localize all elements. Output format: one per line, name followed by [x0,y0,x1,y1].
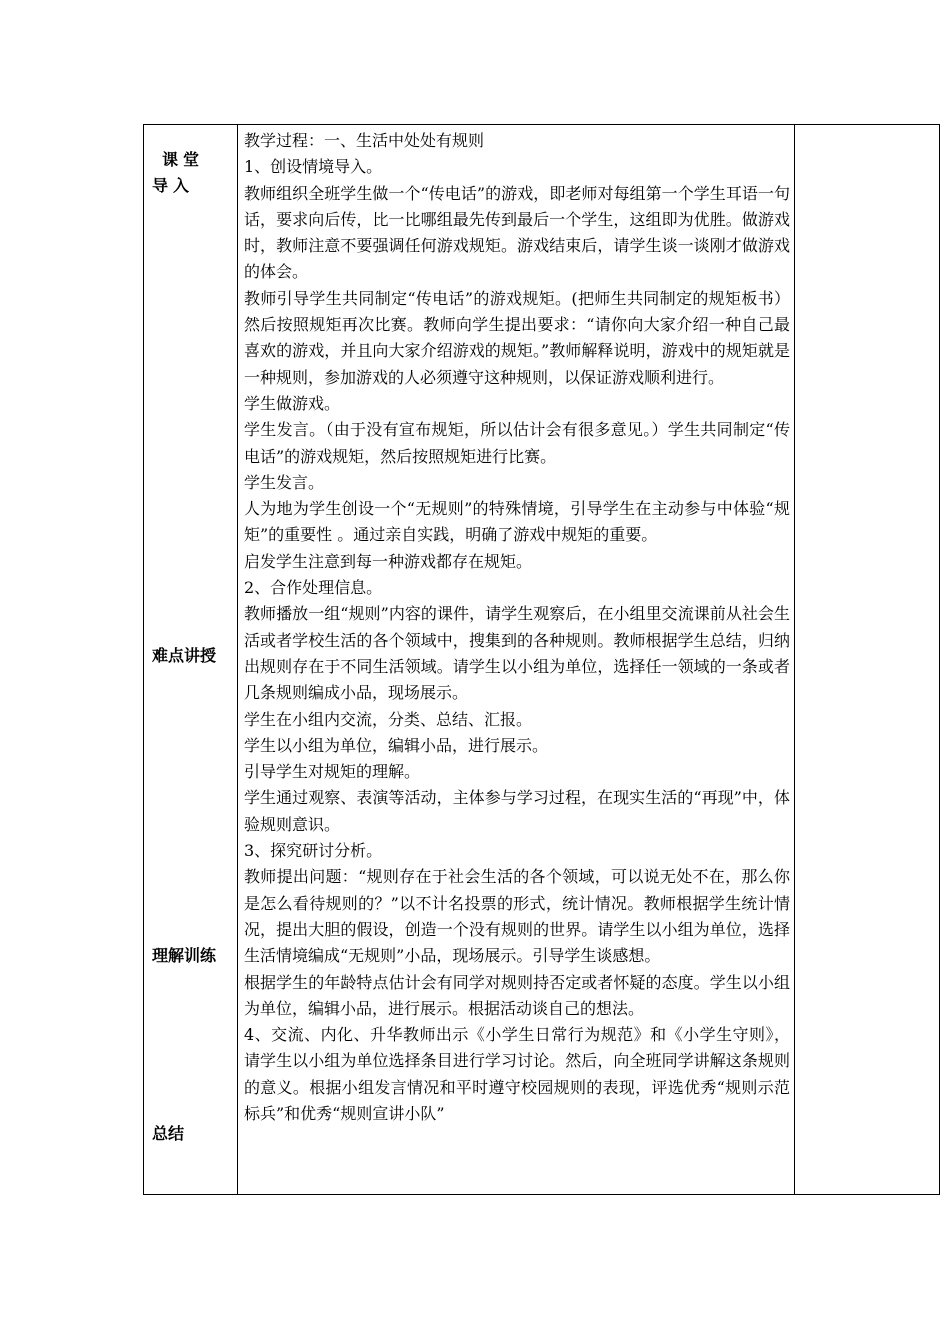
paragraph: 人为地为学生创设一个“无规则”的特殊情境，引导学生在主动参与中体验“规矩”的重要性 。通过亲自实践，明确了游戏中规矩的重要。 [244,499,790,545]
paragraph: 引导学生对规矩的理解。 [244,762,421,782]
section-label-summary: 总结 [152,1124,185,1143]
section-label-difficulty: 难点讲授 [152,646,217,665]
paragraph: 教师组织全班学生做一个“传电话”的游戏，即老师对每组第一个学生耳语一句话，要求向后传，比一比哪组最先传到最后一个学生，这组即为优胜。做游戏时，教师注意不要强调任何游戏规矩。游戏结束后，请学生谈一谈刚才做游戏的体会。 [244,183,790,282]
paragraph: 1、创设情境导入。 [244,157,383,177]
paragraph: 学生做游戏。 [244,393,341,413]
section-label-training: 理解训练 [152,946,217,965]
paragraph: 教师提出问题：“规则存在于社会生活的各个领域，可以说无处不在，那么你是怎么看待规则的？”以不计名投票的形式，统计情况。教师根据学生统计情况，提出大胆的假设，创造一个没有规则的世界。请学生以小组为单位，选择生活情境编成“无规则”小品，现场展示。引导学生谈感想。 [244,867,790,966]
paragraph: 教学过程：一、生活中处处有规则 [244,131,485,150]
paragraph: 启发学生注意到每一种游戏都存在规矩。 [244,551,533,571]
paragraph: 4、交流、内化、升华教师出示《小学生日常行为规范》和《小学生守则》，请学生以小组为单位选择条目进行学习讨论。然后，向全班同学讲解这条规则的意义。根据小组发言情况和平时遵守校园规则的表现，评选优秀“规则示范标兵”和优秀“规则宣讲小队” [244,1025,790,1123]
paragraph: 教师引导学生共同制定“传电话”的游戏规矩。(把师生共同制定的规矩板书）然后按照规矩再次比赛。教师向学生提出要求：“请你向大家介绍一种自己最喜欢的游戏，并且向大家介绍游戏的规矩。”教师解释说明，游戏中的规矩就是一种规则，参加游戏的人必须遵守这种规则，以保证游戏顺利进行。 [244,288,790,387]
paragraph: 学生以小组为单位，编辑小品，进行展示。 [244,735,549,755]
paragraph: 学生通过观察、表演等活动，主体参与学习过程，在现实生活的“再现”中，体验规则意识。 [244,788,790,834]
teaching-process-text [244,128,790,1127]
paragraph: 学生发言。 [244,472,325,492]
paragraph: 根据学生的年龄特点估计会有同学对规则持否定或者怀疑的态度。学生以小组为单位，编辑小品，进行展示。根据活动谈自己的想法。 [244,972,790,1018]
column-divider-left [237,125,238,1194]
lesson-plan-table [143,124,940,1195]
section-label-intro: 课堂导入 [152,150,205,195]
column-divider-right [794,125,795,1194]
paragraph: 教师播放一组“规则”内容的课件，请学生观察后，在小组里交流课前从社会生活或者学校生活的各个领域中，搜集到的各种规则。教师根据学生总结，归纳出规则存在于不同生活领域。请学生以小组为单位，选择任一领域的一条或者几条规则编成小品，现场展示。 [244,604,790,703]
paragraph: 学生发言。（由于没有宣布规矩，所以估计会有很多意见。）学生共同制定“传电话”的游戏规矩，然后按照规矩进行比赛。 [244,420,790,466]
paragraph: 学生在小组内交流，分类、总结、汇报。 [244,709,533,729]
paragraph: 2、合作处理信息。 [244,578,383,598]
paragraph: 3、探究研讨分析。 [244,841,383,861]
